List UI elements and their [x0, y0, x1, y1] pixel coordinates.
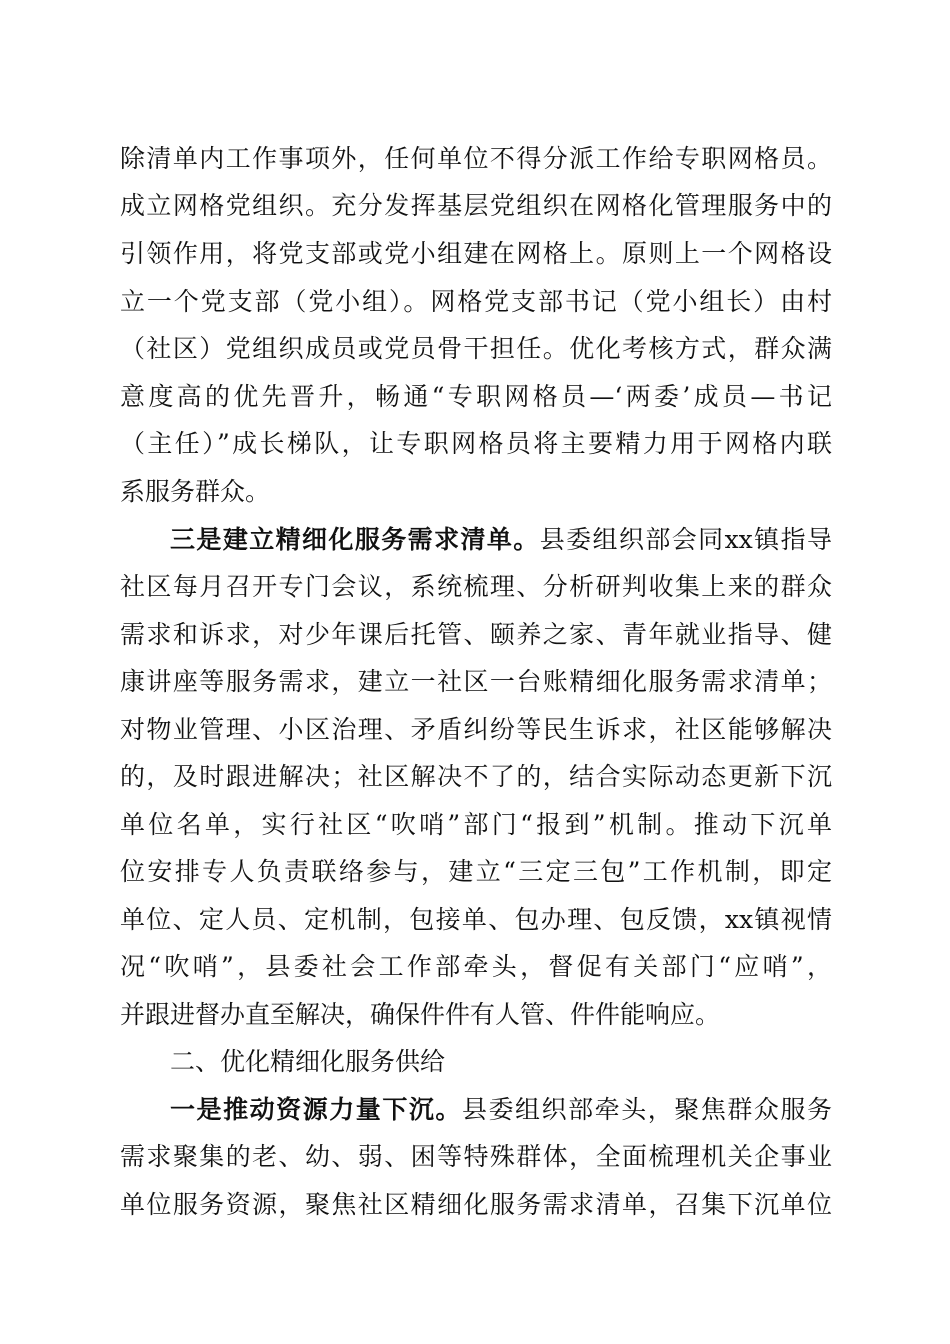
paragraph-line: 系服务群众。: [120, 477, 271, 506]
paragraph-line: 并跟进督办直至解决，确保件件有人管、件件能响应。: [120, 1000, 721, 1029]
paragraph-line: 的，及时跟进解决；社区解决不了的，结合实际动态更新下沉: [120, 762, 832, 791]
paragraph-line: （主任）”成长梯队，让专职网格员将主要精力用于网格内联: [120, 429, 832, 458]
paragraph-line: 况“吹哨”，县委社会工作部牵头，督促有关部门“应哨”，: [120, 952, 832, 981]
paragraph-line: 对物业管理、小区治理、矛盾纠纷等民生诉求，社区能够解决: [120, 715, 832, 744]
paragraph-line: 引领作用，将党支部或党小组建在网格上。原则上一个网格设: [120, 239, 832, 268]
paragraph-line: 除清单内工作事项外，任何单位不得分派工作给专职网格员。: [120, 144, 832, 173]
paragraph-line: 成立网格党组织。充分发挥基层党组织在网格化管理服务中的: [120, 191, 832, 220]
paragraph-line: 立一个党支部（党小组）。网格党支部书记（党小组长）由村: [120, 287, 832, 316]
paragraph-line: （社区）党组织成员或党员骨干担任。优化考核方式，群众满: [120, 334, 832, 363]
paragraph-line: 需求聚集的老、幼、弱、困等特殊群体，全面梳理机关企事业: [120, 1142, 832, 1171]
paragraph-lead-rest: 县委组织部会同xx镇指导: [539, 525, 832, 554]
paragraph-line: 康讲座等服务需求，建立一社区一台账精细化服务需求清单；: [120, 667, 832, 696]
paragraph-lead: 一是推动资源力量下沉。: [170, 1095, 462, 1124]
section-heading: 二、优化精细化服务供给: [170, 1047, 446, 1076]
paragraph-line: 位安排专人负责联络参与，建立“三定三包”工作机制，即定: [120, 857, 832, 886]
paragraph-first-line: [170, 520, 832, 560]
paragraph-line: 单位、定人员、定机制，包接单、包办理、包反馈，xx镇视情: [120, 905, 832, 934]
paragraph-line: 单位名单，实行社区“吹哨”部门“报到”机制。推动下沉单: [120, 810, 832, 839]
paragraph-line: 需求和诉求，对少年课后托管、颐养之家、青年就业指导、健: [120, 620, 832, 649]
paragraph-lead: 三是建立精细化服务需求清单。: [170, 525, 540, 554]
paragraph-line: 单位服务资源，聚焦社区精细化服务需求清单，召集下沉单位: [120, 1190, 832, 1219]
paragraph-line: 意度高的优先晋升，畅通“专职网格员—‘两委’成员—书记: [120, 382, 832, 411]
paragraph-first-line: [170, 1090, 832, 1130]
paragraph-line: 社区每月召开专门会议，系统梳理、分析研判收集上来的群众: [120, 572, 832, 601]
paragraph-lead-rest: 县委组织部牵头，聚焦群众服务: [461, 1095, 832, 1124]
